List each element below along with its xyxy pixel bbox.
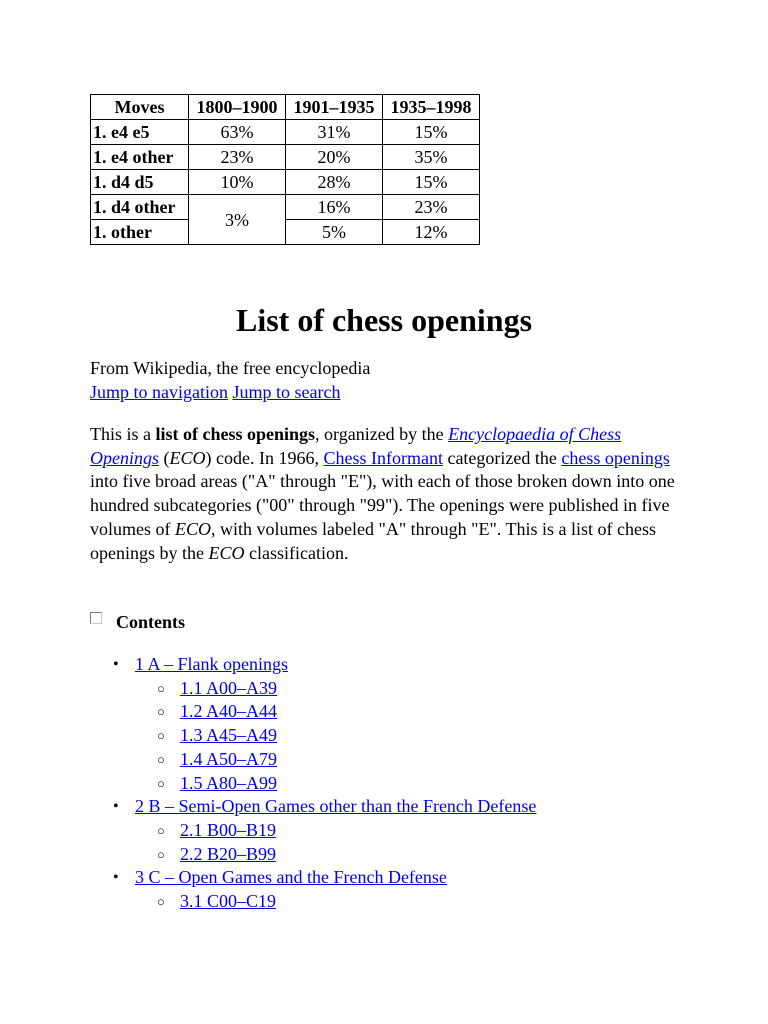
table-header-row [91, 95, 480, 120]
eco-abbreviation: ECO [169, 447, 206, 468]
site-tagline: From Wikipedia, the free encyclopedia [90, 358, 371, 378]
toc-link[interactable]: 1.2 A40–A44 [180, 701, 278, 722]
toc-link[interactable]: 1.4 A50–A79 [180, 748, 278, 769]
intro-text: classification. [244, 542, 349, 563]
table-row [91, 120, 480, 145]
bullet-icon: • [113, 656, 119, 673]
toc-link[interactable]: 3 C – Open Games and the French Defense [135, 867, 447, 888]
bullet-icon: • [113, 869, 119, 887]
column-header: 1800–1900 [189, 95, 286, 120]
toc-link[interactable]: 3.1 C00–C19 [180, 891, 277, 912]
column-header: 1935–1998 [383, 95, 480, 120]
bullet-icon: • [113, 798, 119, 816]
table-cell: 63% [189, 120, 286, 145]
table-cell: 23% [189, 145, 286, 170]
toc-link[interactable]: 1.1 A00–A39 [180, 677, 278, 698]
table-cell: 35% [383, 145, 480, 170]
table-cell: 5% [286, 220, 383, 245]
table-row [91, 170, 480, 195]
chess-openings-link[interactable]: chess openings [561, 447, 670, 468]
toc-subitem [90, 700, 536, 724]
eco-abbreviation: ECO [208, 542, 245, 563]
intro-bold-term: list of chess openings [155, 424, 316, 444]
hollow-bullet-icon: ○ [157, 894, 165, 910]
encyclopaedia-link-text: Encyclopaedia of Chess Openings [90, 424, 622, 468]
table-cell: 16% [286, 195, 383, 220]
column-header: Moves [91, 95, 189, 120]
toc-link[interactable]: 1 A – Flank openings [135, 654, 289, 674]
page-title: List of chess openings [235, 302, 533, 338]
toc-subitem [90, 748, 536, 772]
hollow-bullet-icon: ○ [157, 846, 165, 862]
hollow-bullet-icon: ○ [157, 775, 165, 791]
intro-text: ) code. In 1966, [205, 447, 324, 468]
contents-label: Contents [116, 612, 186, 632]
toc-subitem [90, 724, 536, 748]
intro-text: into five broad areas ("A" through "E"), with each of those broken down into one hundred subcategories ("00" through "99"). The openings were published in five volumes of [90, 471, 675, 539]
toc-link[interactable]: 2.1 B00–B19 [180, 819, 277, 840]
hollow-bullet-icon: ○ [157, 680, 165, 696]
eco-abbreviation: ECO [175, 518, 211, 539]
table-cell: 12% [383, 220, 480, 245]
row-header: 1. e4 e5 [91, 120, 189, 145]
intro-text: , organized by the [315, 424, 449, 444]
chess-informant-link[interactable]: Chess Informant [323, 447, 443, 468]
toc-link[interactable]: 1.5 A80–A99 [180, 772, 278, 793]
table-cell: 10% [189, 170, 286, 195]
intro-text: ( [159, 447, 170, 468]
table-cell: 15% [383, 120, 480, 145]
toc-subitem [90, 677, 536, 701]
intro-text: , with volumes labeled "A" through "E". This is a list of chess openings by the [90, 518, 657, 563]
column-header: 1901–1935 [286, 95, 383, 120]
table-cell: 23% [383, 195, 480, 220]
contents-header [90, 610, 185, 634]
jump-to-search-link[interactable]: Jump to search [232, 382, 341, 402]
table-cell: 15% [383, 170, 480, 195]
toc-link[interactable]: 2.2 B20–B99 [180, 843, 277, 864]
row-header: 1. other [91, 220, 189, 245]
hollow-bullet-icon: ○ [157, 822, 165, 838]
merged-table-cell: 3% [189, 195, 286, 245]
table-row [91, 145, 480, 170]
row-header: 1. d4 d5 [91, 170, 189, 195]
intro-text: categorized the [442, 447, 562, 468]
row-header: 1. e4 other [91, 145, 189, 170]
table-row [91, 220, 480, 245]
jump-links [90, 380, 340, 404]
hollow-bullet-icon: ○ [157, 728, 165, 744]
toc-link[interactable]: 1.3 A45–A49 [180, 725, 278, 746]
toc-subitem [90, 843, 536, 867]
toc-item [90, 795, 536, 819]
hollow-bullet-icon: ○ [157, 704, 165, 720]
table-cell: 31% [286, 120, 383, 145]
opening-statistics-table [90, 94, 480, 245]
table-of-contents [90, 653, 536, 914]
intro-text: This is a [90, 424, 156, 444]
toc-subitem [90, 819, 536, 843]
hollow-bullet-icon: ○ [157, 751, 165, 767]
contents-toggle-checkbox[interactable] [90, 612, 102, 624]
toc-subitem [90, 772, 536, 796]
table-row [91, 195, 480, 220]
toc-item [90, 653, 536, 677]
toc-subitem [90, 890, 536, 914]
toc-item [90, 866, 536, 890]
toc-link[interactable]: 2 B – Semi-Open Games other than the French Defense [135, 796, 537, 817]
intro-paragraph [90, 423, 680, 565]
table-cell: 20% [286, 145, 383, 170]
jump-to-navigation-link[interactable]: Jump to navigation [90, 382, 228, 402]
row-header: 1. d4 other [91, 195, 189, 220]
table-cell: 28% [286, 170, 383, 195]
